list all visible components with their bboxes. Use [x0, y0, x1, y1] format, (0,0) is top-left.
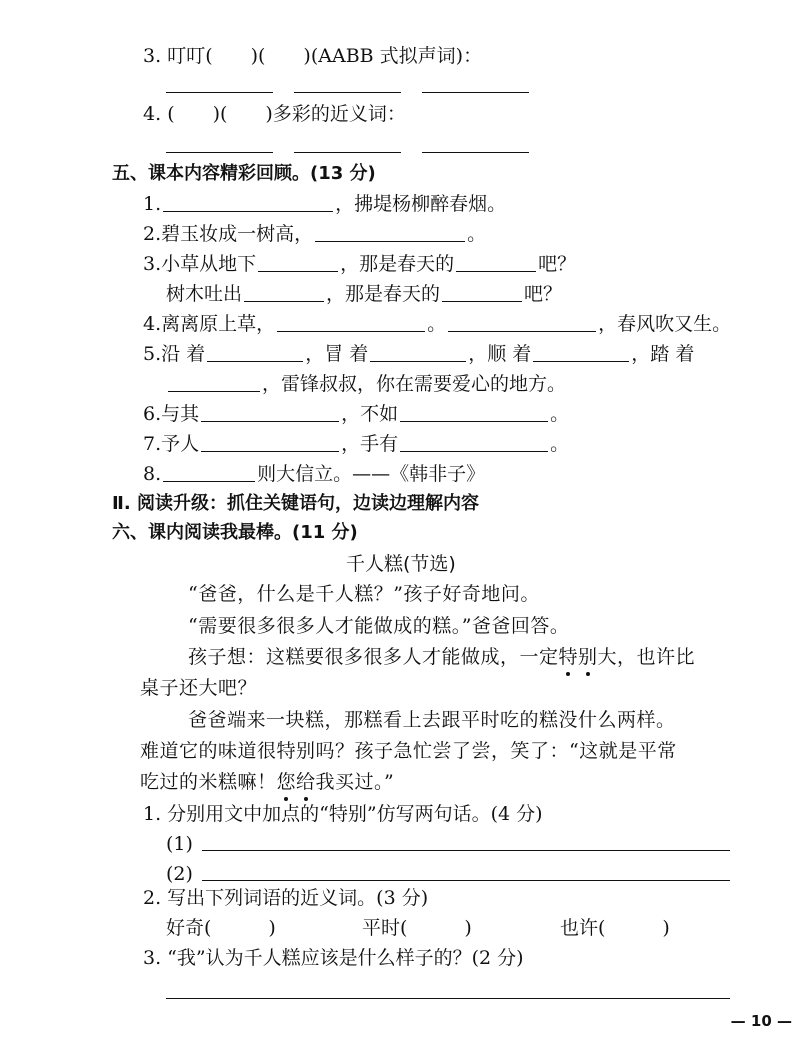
reading-question-3: 3. “我”认为千人糕应该是什么样子的？(2 分) — [143, 947, 524, 969]
answer-blank[interactable] — [422, 152, 529, 153]
question-number: 4. — [143, 103, 162, 125]
recall-item-7: 7.予人 ，手有 。 — [143, 433, 570, 455]
emphasis-dot-char: 给 — [296, 771, 316, 793]
fill-blank[interactable] — [456, 253, 536, 272]
synonym-item[interactable]: 也许( ) — [560, 917, 670, 939]
fill-blank[interactable] — [201, 403, 339, 422]
emphasis-dot-char: 您 — [276, 771, 297, 793]
answer-blank[interactable] — [294, 152, 401, 153]
synonym-item[interactable]: 平时( ) — [362, 917, 472, 939]
page-number: — 10 — — [730, 1012, 792, 1030]
recall-item-3b: 树木吐出 ，那是春天的 吧？ — [166, 283, 563, 305]
passage-paragraph: 爸爸端来一块糕，那糕看上去跟平时吃的糕没什么两样。 — [188, 709, 676, 731]
fill-blank[interactable] — [244, 283, 324, 302]
recall-item-3a: 3.小草从地下 ，那是春天的 吧？ — [143, 253, 577, 275]
fill-blank[interactable] — [400, 433, 548, 452]
fill-blank[interactable] — [163, 193, 333, 212]
fill-blank[interactable] — [258, 253, 338, 272]
recall-item-1: 1. ，拂堤杨柳醉春烟。 — [143, 193, 507, 215]
recall-item-4: 4.离离原上草， 。 ，春风吹又生。 — [143, 313, 732, 335]
question-number: 3. — [143, 45, 162, 67]
fill-blank[interactable] — [315, 223, 465, 242]
passage-paragraph: 孩子想：这糕要很多很多人才能做成，一定特别大，也许比 — [188, 646, 696, 668]
emphasis-dot-char: 别 — [578, 646, 598, 668]
answer-line[interactable] — [202, 880, 730, 881]
synonym-item[interactable]: 好奇( ) — [166, 917, 276, 939]
fill-blank[interactable] — [448, 313, 596, 332]
answer-blank[interactable] — [166, 152, 273, 153]
fill-blank[interactable] — [277, 313, 425, 332]
recall-item-8: 8. 则大信立。——《韩非子》 — [143, 463, 486, 485]
answer-line[interactable] — [202, 850, 730, 851]
answer-blank[interactable] — [166, 92, 273, 93]
answer-blank[interactable] — [294, 92, 401, 93]
fill-blank[interactable] — [207, 343, 303, 362]
passage-title: 千人糕(节选) — [346, 553, 456, 575]
recall-item-2: 2.碧玉妆成一树高， 。 — [143, 223, 487, 245]
passage-paragraph-cont: 吃过的米糕嘛！您给我买过。” — [140, 771, 395, 793]
passage-paragraph-cont: 难道它的味道很特别吗？孩子急忙尝了尝，笑了：“这就是平常 — [140, 740, 677, 762]
recall-item-5b: ，雷锋叔叔，你在需要爱心的地方。 — [166, 372, 566, 396]
fill-blank[interactable] — [201, 433, 339, 452]
question-text: 叮叮( )( )(AABB 式拟声词)： — [167, 45, 483, 67]
fill-blank[interactable] — [168, 373, 260, 392]
answer-label: (2) — [166, 863, 193, 885]
reading-question-2: 2. 写出下列词语的近义词。(3 分) — [143, 887, 429, 909]
fill-blank[interactable] — [163, 463, 255, 482]
fill-blank[interactable] — [442, 283, 522, 302]
question-3-line — [143, 44, 482, 68]
answer-label: (1) — [166, 833, 193, 855]
recall-item-5a: 5.沿 着 ，冒 着 ，顺 着 ，踏 着 — [143, 343, 695, 365]
passage-paragraph-cont: 桌子还大吧？ — [140, 677, 258, 699]
passage-paragraph: “需要很多很多人才能做成的糕。”爸爸回答。 — [188, 615, 570, 637]
answer-line[interactable] — [166, 998, 730, 999]
recall-item-6: 6.与其 ，不如 。 — [143, 403, 570, 425]
fill-blank[interactable] — [533, 343, 629, 362]
part-2-title: Ⅱ. 阅读升级：抓住关键语句，边读边理解内容 — [112, 493, 479, 514]
question-text: ( )( )多彩的近义词： — [167, 103, 406, 125]
question-4-line — [143, 102, 406, 126]
fill-blank[interactable] — [370, 343, 466, 362]
fill-blank[interactable] — [400, 403, 548, 422]
emphasis-dot-char: 特 — [558, 646, 579, 668]
answer-blank[interactable] — [422, 92, 529, 93]
section-6-title: 六、课内阅读我最棒。(11 分) — [112, 522, 358, 543]
reading-question-1: 1. 分别用文中加点的“特别”仿写两句话。(4 分) — [143, 803, 543, 825]
passage-paragraph: “爸爸，什么是千人糕？”孩子好奇地问。 — [188, 583, 540, 605]
section-5-title: 五、课本内容精彩回顾。(13 分) — [112, 163, 376, 184]
